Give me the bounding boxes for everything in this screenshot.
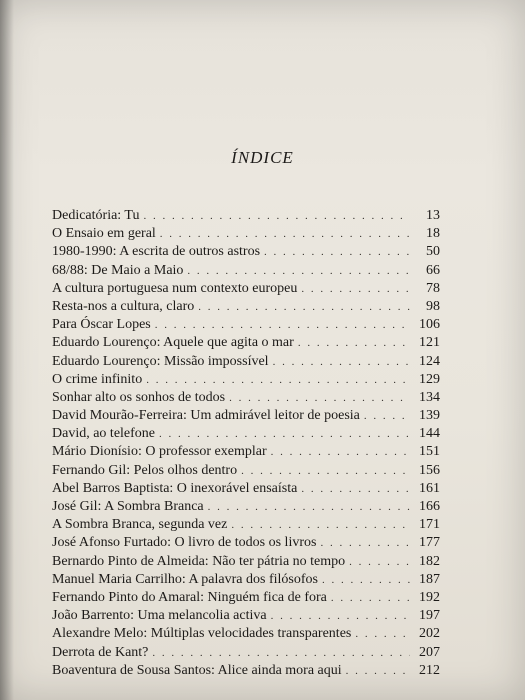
toc-entry <box>52 316 440 334</box>
toc-entry <box>52 298 440 316</box>
toc-leader-dots <box>260 243 410 261</box>
toc-entry <box>52 516 440 534</box>
toc-entry-title: João Barrento: Uma melancolia activa <box>52 608 267 624</box>
toc-entry-page-number: 121 <box>419 335 440 351</box>
toc-leader-dots <box>194 298 410 316</box>
toc-entry-page-number: 187 <box>419 571 440 587</box>
toc-leader-dots <box>204 498 410 516</box>
toc-entry <box>52 225 440 243</box>
toc-entry-page-number: 171 <box>419 517 440 533</box>
toc-leader-dots <box>297 280 410 298</box>
toc-entry <box>52 589 440 607</box>
toc-entry <box>52 571 440 589</box>
toc-leader-dots <box>327 589 410 607</box>
toc-entry-page-number: 139 <box>419 408 440 424</box>
toc-entry-page-number: 177 <box>419 535 440 551</box>
toc-entry-title: O Ensaio em geral <box>52 226 156 242</box>
toc-entry-title: Fernando Gil: Pelos olhos dentro <box>52 462 238 478</box>
toc-entry-title: David Mourão-Ferreira: Um admirável leitor de poesia <box>52 408 360 424</box>
toc-entry-page-number: 18 <box>426 226 440 242</box>
toc-leader-dots <box>155 425 410 443</box>
toc-entry-title: Eduardo Lourenço: Missão impossível <box>52 353 269 369</box>
toc-leader-dots <box>148 644 410 662</box>
toc-leader-dots <box>237 462 410 480</box>
toc-entry-title: A Sombra Branca, segunda vez <box>52 517 228 533</box>
toc-entry-title: A cultura portuguesa num contexto europeu <box>52 280 298 296</box>
toc-entry-title: Boaventura de Sousa Santos: Alice ainda mora aqui <box>52 662 342 678</box>
toc-entry-page-number: 129 <box>419 371 440 387</box>
toc-entry-title: Manuel Maria Carrilho: A palavra dos filósofos <box>52 571 318 587</box>
toc-leader-dots <box>351 625 410 643</box>
toc-entry <box>52 443 440 461</box>
toc-entry-title: David, ao telefone <box>52 426 156 442</box>
toc-entry <box>52 534 440 552</box>
toc-leader-dots <box>156 225 410 243</box>
toc-entry <box>52 607 440 625</box>
toc-entry-page-number: 151 <box>419 444 440 460</box>
toc-entry-page-number: 192 <box>419 589 440 605</box>
toc-entry-title: Sonhar alto os sonhos de todos <box>52 389 226 405</box>
toc-entry-page-number: 134 <box>419 389 440 405</box>
toc-leader-dots <box>269 353 410 371</box>
toc-leader-dots <box>360 407 410 425</box>
toc-entry-title: José Afonso Furtado: O livro de todos os livros <box>52 535 317 551</box>
toc-entry-title: José Gil: A Sombra Branca <box>52 499 204 514</box>
toc-entry <box>52 371 440 389</box>
toc-entry-title: Fernando Pinto do Amaral: Ninguém fica de fora <box>52 589 327 605</box>
toc-entry-page-number: 13 <box>426 208 440 223</box>
toc-entry-page-number: 212 <box>419 662 440 678</box>
toc-leader-dots <box>294 334 410 352</box>
toc-entry-page-number: 66 <box>426 262 440 278</box>
toc-entry <box>52 353 440 371</box>
toc-entry-title: Bernardo Pinto de Almeida: Não ter pátria no tempo <box>52 553 346 569</box>
toc-entry <box>52 462 440 480</box>
toc-entry-title: Derrota de Kant? <box>52 644 149 660</box>
toc-leader-dots <box>142 371 410 389</box>
toc-entry-title: Abel Barros Baptista: O inexorável ensaísta <box>52 480 298 496</box>
toc-entry <box>52 243 440 261</box>
toc-entry-title: Eduardo Lourenço: Aquele que agita o mar <box>52 335 294 351</box>
toc-leader-dots <box>183 262 410 280</box>
toc-entry-page-number: 106 <box>419 317 440 333</box>
table-of-contents <box>52 207 440 680</box>
toc-entry <box>52 280 440 298</box>
toc-entry <box>52 407 440 425</box>
toc-entry-title: Para Óscar Lopes <box>52 317 151 333</box>
toc-leader-dots <box>225 389 410 407</box>
toc-entry-title: Mário Dionísio: O professor exemplar <box>52 444 267 460</box>
toc-entry-page-number: 144 <box>419 426 440 442</box>
toc-leader-dots <box>316 534 410 552</box>
toc-entry <box>52 207 440 225</box>
toc-entry-page-number: 124 <box>419 353 440 369</box>
toc-entry-page-number: 182 <box>419 553 440 569</box>
toc-entry-page-number: 207 <box>419 644 440 660</box>
toc-entry-title: 1980-1990: A escrita de outros astros <box>52 244 261 260</box>
toc-entry <box>52 334 440 352</box>
toc-leader-dots <box>227 516 410 534</box>
page-edge-shadow <box>0 0 14 700</box>
toc-entry-title: 68/88: De Maio a Maio <box>52 262 184 278</box>
toc-entry-page-number: 197 <box>419 608 440 624</box>
toc-entry <box>52 625 440 643</box>
toc-entry <box>52 644 440 662</box>
toc-entry-page-number: 50 <box>426 244 440 260</box>
toc-entry-page-number: 161 <box>419 480 440 496</box>
toc-entry <box>52 498 440 516</box>
toc-entry-title: Dedicatória: Tu <box>52 208 140 223</box>
toc-leader-dots <box>318 571 410 589</box>
toc-entry-title: Resta-nos a cultura, claro <box>52 298 195 314</box>
toc-leader-dots <box>345 553 410 571</box>
toc-entry-page-number: 78 <box>426 280 440 296</box>
toc-entry <box>52 553 440 571</box>
toc-entry-page-number: 156 <box>419 462 440 478</box>
toc-leader-dots <box>140 207 411 225</box>
page-title: ÍNDICE <box>231 148 294 167</box>
toc-leader-dots <box>151 316 410 334</box>
toc-entry <box>52 662 440 680</box>
toc-leader-dots <box>267 607 410 625</box>
toc-entry <box>52 262 440 280</box>
toc-entry-page-number: 98 <box>426 298 440 314</box>
toc-entry-page-number: 202 <box>419 626 440 642</box>
toc-entry-page-number: 166 <box>419 499 440 514</box>
toc-leader-dots <box>342 662 410 680</box>
toc-entry <box>52 480 440 498</box>
toc-entry-title: Alexandre Melo: Múltiplas velocidades transparentes <box>52 626 352 642</box>
toc-entry <box>52 389 440 407</box>
toc-leader-dots <box>267 443 410 461</box>
toc-leader-dots <box>297 480 410 498</box>
toc-entry <box>52 425 440 443</box>
toc-entry-title: O crime infinito <box>52 371 143 387</box>
